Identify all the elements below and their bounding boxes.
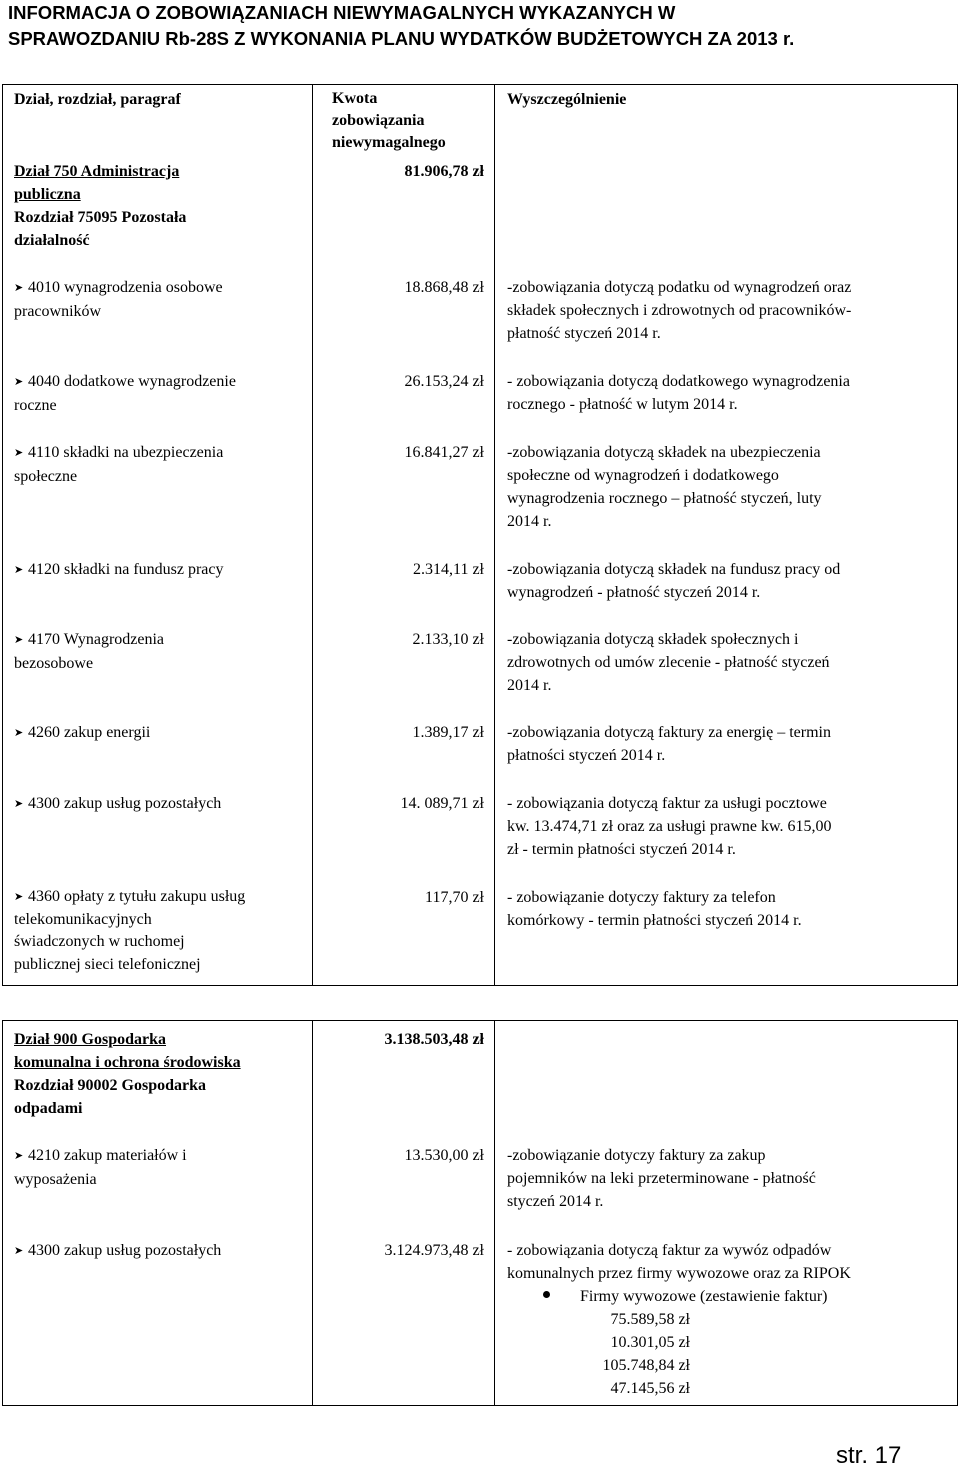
invoice-amount: 47.145,56 zł: [610, 1380, 690, 1397]
section2-name: [14, 1028, 241, 1120]
paragraph-line2: wyposażenia: [14, 1171, 97, 1188]
section1-name-line1: Dział 750 Administracja: [14, 163, 180, 180]
column-divider-4: [494, 1020, 495, 1406]
amount-cell: 26.153,24 zł: [404, 373, 484, 390]
chevron-right-icon: ➤: [14, 798, 24, 810]
paragraph-cell: [14, 441, 308, 488]
description-cell: [507, 441, 952, 533]
amount-cell: 13.530,00 zł: [404, 1147, 484, 1164]
description-line2: komunalnych przez firmy wywozowe oraz za RIPOK: [507, 1265, 851, 1282]
description-line1: - zobowiązanie dotyczy faktury za telefon: [507, 889, 776, 906]
description-line1: -zobowiązania dotyczą składek na ubezpieczenia: [507, 444, 821, 461]
paragraph-line2: roczne: [14, 397, 57, 414]
chevron-right-icon: ➤: [14, 891, 24, 903]
description-line1: - zobowiązania dotyczą faktur za wywóz odpadów: [507, 1242, 832, 1259]
description-line2: pojemników na leki przeterminowane - płatność: [507, 1170, 816, 1187]
section2-amount: 3.138.503,48 zł: [384, 1031, 484, 1048]
chevron-right-icon: ➤: [14, 564, 24, 576]
paragraph-line1: 4210 zakup materiałów i: [28, 1147, 187, 1164]
description-cell: [507, 886, 952, 932]
amount-cell: 117,70 zł: [425, 889, 484, 906]
document-title: [8, 0, 958, 52]
description-line3: wynagrodzenia rocznego – płatność styczeń, luty: [507, 490, 822, 507]
section1-name: [14, 160, 186, 252]
description-line1: -zobowiązania dotyczą faktury za energię – termin: [507, 724, 831, 741]
amount-cell: 2.314,11 zł: [413, 561, 484, 578]
description-cell: [507, 1144, 952, 1213]
paragraph-line1: 4360 opłaty z tytułu zakupu usług: [28, 888, 246, 905]
chevron-right-icon: ➤: [14, 282, 24, 294]
description-cell: [507, 558, 952, 604]
invoice-list: [507, 1308, 690, 1400]
header-col2-line2: zobowiązania: [332, 112, 425, 129]
description-cell: [507, 721, 952, 767]
invoice-amount: 10.301,05 zł: [610, 1334, 690, 1351]
paragraph-line1: 4260 zakup energii: [28, 724, 151, 741]
paragraph-cell: [14, 558, 308, 582]
page-number: str. 17: [836, 1442, 902, 1469]
column-divider-2: [494, 84, 495, 986]
title-line-1: INFORMACJA O ZOBOWIĄZANIACH NIEWYMAGALNYCH WYKAZANYCH W: [8, 2, 676, 23]
section2-name-line4: odpadami: [14, 1100, 83, 1117]
chevron-right-icon: ➤: [14, 447, 24, 459]
bullet-item: [507, 1285, 952, 1308]
chevron-right-icon: ➤: [14, 1245, 24, 1257]
section2-name-line1: Dział 900 Gospodarka: [14, 1031, 167, 1048]
paragraph-line2: pracowników: [14, 303, 102, 320]
description-cell: [507, 276, 952, 345]
description-line4: 2014 r.: [507, 513, 552, 530]
title-line-2: SPRAWOZDANIU Rb-28S Z WYKONANIA PLANU WYDATKÓW BUDŻETOWYCH ZA 2013 r.: [8, 28, 795, 49]
header-col3: Wyszczególnienie: [507, 91, 627, 108]
chevron-right-icon: ➤: [14, 727, 24, 739]
paragraph-cell: [14, 792, 308, 816]
amount-cell: 18.868,48 zł: [404, 279, 484, 296]
description-cell: [507, 792, 952, 861]
section2-name-line2: komunalna i ochrona środowiska: [14, 1054, 241, 1071]
paragraph-cell: [14, 1239, 308, 1263]
invoice-amount: 105.748,84 zł: [602, 1357, 690, 1374]
paragraph-line3: świadczonych w ruchomej: [14, 933, 185, 950]
paragraph-line2: telekomunikacyjnych: [14, 910, 152, 928]
section1-name-line3: Rozdział 75095 Pozostała: [14, 209, 187, 226]
paragraph-line1: 4300 zakup usług pozostałych: [28, 795, 222, 812]
chevron-right-icon: ➤: [14, 1150, 24, 1162]
section1-name-line2: publiczna: [14, 186, 81, 203]
description-line1: -zobowiązania dotyczą składek społecznych i: [507, 631, 799, 648]
description-line1: -zobowiązania dotyczą składek na fundusz pracy od: [507, 561, 841, 578]
description-line1: - zobowiązania dotyczą faktur za usługi pocztowe: [507, 795, 827, 812]
description-line3: zł - termin płatności styczeń 2014 r.: [507, 841, 736, 858]
section1-amount: 81.906,78 zł: [404, 163, 484, 180]
description-line2: komórkowy - termin płatności styczeń 2014 r.: [507, 912, 802, 929]
amount-cell: 16.841,27 zł: [404, 444, 484, 461]
description-line2: społeczne od wynagrodzeń i dodatkowego: [507, 467, 779, 484]
paragraph-cell: [14, 1144, 308, 1191]
description-line1: - zobowiązania dotyczą dodatkowego wynagrodzenia: [507, 373, 850, 390]
description-line2: kw. 13.474,71 zł oraz za usługi prawne kw. 615,00: [507, 818, 832, 835]
description-line2: wynagrodzeń - płatność styczeń 2014 r.: [507, 584, 761, 601]
paragraph-line2: bezosobowe: [14, 655, 94, 672]
paragraph-line1: 4110 składki na ubezpieczenia: [28, 444, 224, 461]
chevron-right-icon: ➤: [14, 376, 24, 388]
amount-cell: 2.133,10 zł: [412, 631, 484, 648]
paragraph-line1: 4120 składki na fundusz pracy: [28, 561, 224, 578]
header-col1: Dział, rozdział, paragraf: [14, 91, 181, 108]
header-col2-line3: niewymagalnego: [332, 134, 446, 151]
paragraph-line1: 4040 dodatkowe wynagrodzenie: [28, 373, 236, 390]
description-cell: [507, 1239, 952, 1400]
paragraph-cell: [14, 370, 308, 417]
paragraph-line1: 4170 Wynagrodzenia: [28, 631, 165, 648]
description-line2: zdrowotnych od umów zlecenie - płatność styczeń: [507, 654, 830, 671]
amount-cell: 14. 089,71 zł: [400, 795, 484, 812]
description-line1: -zobowiązania dotyczą podatku od wynagrodzeń oraz: [507, 279, 852, 296]
paragraph-line1: 4010 wynagrodzenia osobowe: [28, 279, 223, 296]
column-divider-1: [312, 84, 313, 986]
paragraph-line2: społeczne: [14, 468, 78, 485]
invoice-amount: 75.589,58 zł: [610, 1311, 690, 1328]
amount-cell: 3.124.973,48 zł: [384, 1242, 484, 1259]
chevron-right-icon: ➤: [14, 634, 24, 646]
bullet-icon: [543, 1291, 550, 1298]
column-divider-3: [312, 1020, 313, 1406]
description-line1: -zobowiązanie dotyczy faktury za zakup: [507, 1147, 766, 1164]
description-line2: składek społecznych i zdrowotnych od pracowników-: [507, 302, 852, 319]
description-line2: rocznego - płatność w lutym 2014 r.: [507, 396, 738, 413]
description-cell: [507, 628, 952, 697]
paragraph-cell: [14, 628, 308, 675]
description-line3: płatność styczeń 2014 r.: [507, 325, 661, 342]
section1-name-line4: działalność: [14, 232, 90, 249]
header-col2: [332, 88, 446, 154]
paragraph-cell: [14, 886, 308, 976]
bullet-text: Firmy wywozowe (zestawienie faktur): [580, 1288, 828, 1305]
paragraph-line1: 4300 zakup usług pozostałych: [28, 1242, 222, 1259]
description-cell: [507, 370, 952, 416]
paragraph-cell: [14, 721, 308, 745]
paragraph-cell: [14, 276, 308, 323]
header-col2-line1: Kwota: [332, 90, 378, 107]
section2-name-line3: Rozdział 90002 Gospodarka: [14, 1077, 207, 1094]
paragraph-line4: publicznej sieci telefonicznej: [14, 955, 201, 973]
description-line2: płatności styczeń 2014 r.: [507, 747, 666, 764]
amount-cell: 1.389,17 zł: [412, 724, 484, 741]
description-line3: 2014 r.: [507, 677, 552, 694]
description-line3: styczeń 2014 r.: [507, 1193, 604, 1210]
